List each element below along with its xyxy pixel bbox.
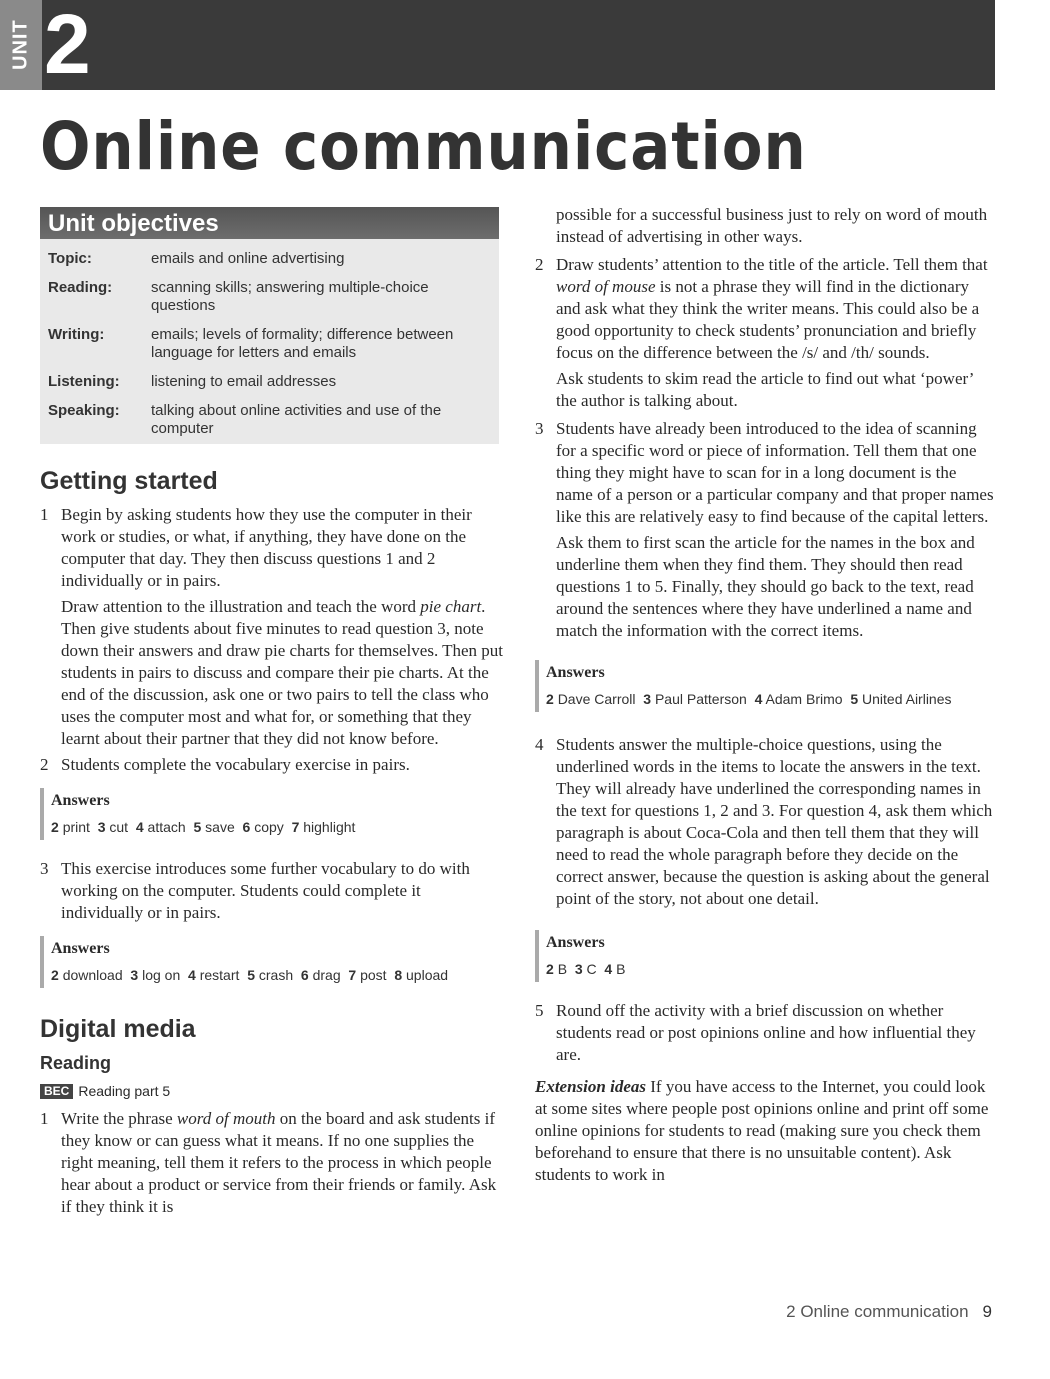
continued-paragraph: possible for a successful business just to rely on word of mouth instead of advertising in other ways. <box>556 205 988 246</box>
dm-item-1 <box>40 1108 505 1218</box>
answer-number: 4 <box>188 967 196 983</box>
answer-word: upload <box>406 967 449 983</box>
answers-line <box>51 962 505 988</box>
answers-title: Answers <box>51 940 110 957</box>
left-column <box>40 467 505 1222</box>
answer-word: B <box>557 961 568 977</box>
objective-row-writing <box>40 326 499 362</box>
item-number: 2 <box>40 755 49 774</box>
answer-word: C <box>586 961 597 977</box>
objective-value: scanning skills; answering multiple-choice questions <box>151 279 429 314</box>
item-text <box>556 254 995 364</box>
dm-item-2-para-2: Ask students to skim read the article to find out what ‘power’ the author is talking about. <box>556 369 974 410</box>
answer-number: 6 <box>242 819 251 835</box>
answers-line <box>51 814 505 840</box>
dm-item-5 <box>535 1000 995 1066</box>
item-text: Round off the activity with a brief discussion on whether students read or post opinions online and how influential they are. <box>556 1001 976 1064</box>
objective-value: emails and online advertising <box>151 250 345 267</box>
italic-term: word of mouse <box>556 277 656 296</box>
page-title: Online communication <box>40 108 807 185</box>
digital-media-heading: Digital media <box>40 1015 196 1043</box>
answer-word: drag <box>312 967 341 983</box>
objective-row-reading <box>40 279 499 315</box>
bec-reading-part <box>40 1080 505 1102</box>
objectives-title: Unit objectives <box>40 207 499 239</box>
answer-number: 3 <box>97 819 106 835</box>
answer-number: 3 <box>130 967 139 983</box>
answer-number: 4 <box>754 691 763 707</box>
extension-ideas <box>535 1076 995 1186</box>
answers-line <box>546 686 995 712</box>
dm-item-3 <box>535 418 995 528</box>
unit-header-bar <box>0 0 995 90</box>
dm-item-3-para-2: Ask them to first scan the article for the names in the box and underline them when they find them. They should then read questions 1 to 5. Finally, they should go back to the text, read around the sentences where they have underlined a name and match the information with the correct items. <box>556 533 975 640</box>
objective-value: talking about online activities and use of the computer <box>151 402 442 437</box>
answer-word: B <box>616 961 626 977</box>
text-run: Draw students’ attention to the title of the article. Tell them that <box>556 255 988 274</box>
item-number: 2 <box>535 255 544 274</box>
objective-label: Writing: <box>48 326 105 343</box>
answer-number: 3 <box>574 961 583 977</box>
item-text: This exercise introduces some further vocabulary to do with working on the computer. Students could complete it individually or in pairs. <box>61 859 470 922</box>
gs-item-3 <box>40 858 505 924</box>
answer-number: 4 <box>135 819 144 835</box>
objective-row-listening <box>40 373 499 391</box>
objective-label: Speaking: <box>48 402 120 419</box>
text-run: . Then give students about five minutes to read question 3, note down their answers and draw pie charts for themselves. Then put students in pairs to discuss and compare their pie charts. At the end of the discussion, ask one or two pairs to tell the class who uses the computer most and what for, or something that they learnt about their partner that they did not know before. <box>61 597 504 748</box>
objective-value: emails; levels of formality; difference between language for letters and emails <box>151 326 454 361</box>
answer-word: United Airlines <box>862 691 952 707</box>
answer-word: post <box>360 967 387 983</box>
text-run: is not a phrase they will find in the dictionary and ask what they think the writer means. This could also be a good opportunity to check students’ pronunciation and briefly focus on the difference between the /s/ and /th/ sounds. <box>556 277 980 362</box>
answer-number: 6 <box>300 967 309 983</box>
page-number: 9 <box>982 1302 992 1321</box>
answers-box-3 <box>535 660 995 712</box>
answers-title: Answers <box>51 792 110 809</box>
item-number: 3 <box>40 859 49 878</box>
text-run: Draw attention to the illustration and teach the word <box>61 597 421 616</box>
answers-line <box>546 956 995 982</box>
answer-word: log on <box>142 967 181 983</box>
objective-row-topic <box>40 250 499 268</box>
objective-label: Topic: <box>48 250 92 267</box>
answer-number: 7 <box>348 967 357 983</box>
answer-word: cut <box>109 819 129 835</box>
answer-word: restart <box>199 967 240 983</box>
italic-term: word of mouth <box>176 1109 276 1128</box>
answer-word: Adam Brimo <box>765 691 843 707</box>
answer-word: attach <box>147 819 186 835</box>
extension-text: If you have access to the Internet, you could look at some sites where people post opinions online and print off some online opinions for students to read (making sure you check them beforehand to ensure that there is no unsuitable content). Ask students to work in <box>535 1077 989 1184</box>
answers-box-1 <box>40 788 505 840</box>
gs-item-1 <box>40 504 505 592</box>
right-column <box>535 204 995 1190</box>
item-number: 3 <box>535 419 544 438</box>
answers-title: Answers <box>546 934 605 951</box>
answers-box-2 <box>40 936 505 988</box>
footer-chapter: 2 Online communication <box>786 1302 969 1321</box>
item-number: 1 <box>40 505 49 524</box>
answers-title: Answers <box>546 664 605 681</box>
gs-item-2 <box>40 754 505 776</box>
answer-word: download <box>62 967 123 983</box>
answers-box-4 <box>535 930 995 982</box>
page-footer <box>786 1302 992 1322</box>
bec-text: Reading part 5 <box>78 1083 171 1099</box>
answer-number: 2 <box>546 691 554 707</box>
text-run: Write the phrase <box>61 1109 177 1128</box>
italic-term: pie chart <box>420 597 482 616</box>
item-text <box>61 1108 505 1218</box>
answer-word: Paul Patterson <box>654 691 747 707</box>
answer-number: 5 <box>247 967 255 983</box>
gs-item-1-para-2 <box>61 596 505 750</box>
item-text: Students answer the multiple-choice questions, using the underlined words in the items to locate the answers in the text. They will already have underlined the corresponding names in the text for questions 1, 2 and 3. For question 4, ask them which paragraph is about Coca-Cola and then tell them that they will need to read the whole paragraph before they decide on the correct answer, because the question is asking about the general point of the story, not about one detail. <box>556 735 993 908</box>
item-text: Begin by asking students how they use the computer in their work or studies, or what, if anything, they have done on the computer that day. They then discuss questions 1 and 2 individually or in pairs. <box>61 505 472 590</box>
reading-subheading: Reading <box>40 1053 112 1073</box>
answer-word: print <box>62 819 90 835</box>
objective-value: listening to email addresses <box>151 373 337 390</box>
answer-word: Dave Carroll <box>557 691 636 707</box>
answer-word: save <box>205 819 235 835</box>
answer-word: crash <box>258 967 294 983</box>
answer-number: 2 <box>51 967 59 983</box>
item-number: 4 <box>535 735 544 754</box>
answer-number: 5 <box>850 691 859 707</box>
answer-number: 5 <box>193 819 202 835</box>
answer-number: 7 <box>291 819 300 835</box>
answer-number: 8 <box>394 967 403 983</box>
answer-number: 2 <box>546 961 554 977</box>
objective-label: Reading: <box>48 279 113 296</box>
answer-word: copy <box>254 819 284 835</box>
dm-item-4 <box>535 734 995 910</box>
answer-number: 4 <box>604 961 613 977</box>
unit-label: UNIT <box>9 19 32 71</box>
answer-number: 2 <box>51 819 59 835</box>
unit-number: 2 <box>44 0 91 91</box>
answer-word: highlight <box>303 819 356 835</box>
item-number: 1 <box>40 1109 49 1128</box>
item-text: Students have already been introduced to the idea of scanning for a specific word or piece of information. Tell them that one thing they might have to scan for in a long document is the name of a person or a particular company and that proper names like this are relatively easy to find because of the capital letters. <box>556 419 994 526</box>
unit-objectives-box <box>40 207 499 444</box>
answer-number: 3 <box>643 691 652 707</box>
item-number: 5 <box>535 1001 544 1020</box>
item-text: Students complete the vocabulary exercise in pairs. <box>61 755 410 774</box>
extension-label: Extension ideas <box>535 1077 646 1096</box>
getting-started-heading: Getting started <box>40 467 218 495</box>
objective-row-speaking <box>40 402 499 438</box>
bec-badge: BEC <box>40 1084 73 1099</box>
text-run: on the board and ask students if they know or can guess what it means. If no one supplies the right meaning, tell them it refers to the process in which people hear about a product or service from their friends or family. Ask if they think it is <box>61 1109 497 1216</box>
dm-item-2 <box>535 254 995 364</box>
objective-label: Listening: <box>48 373 120 390</box>
